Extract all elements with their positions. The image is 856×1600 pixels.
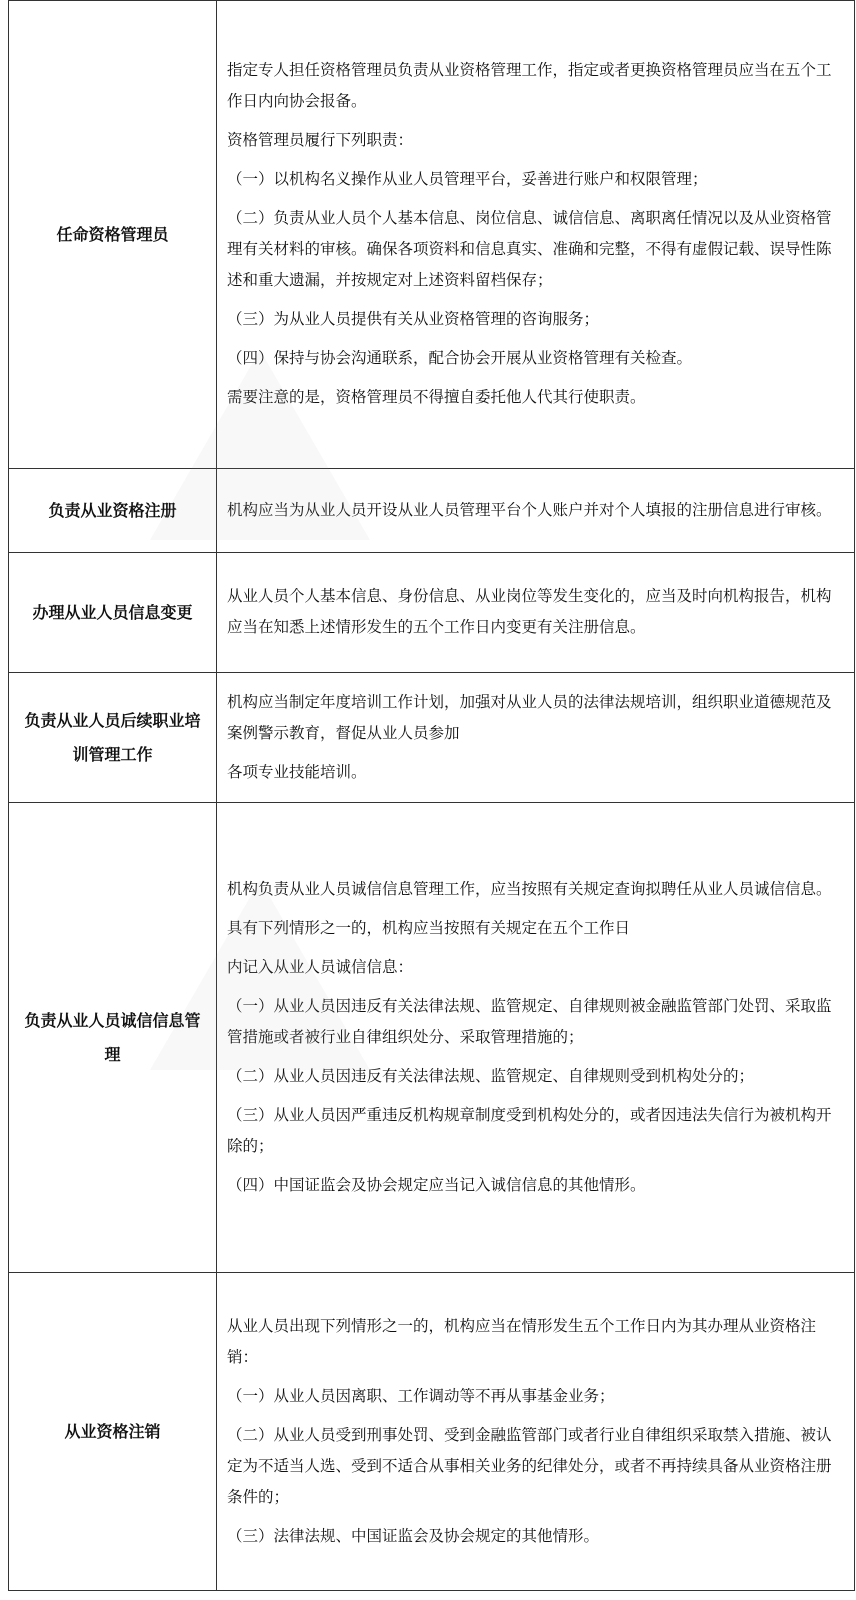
row-content-cell [217, 673, 855, 803]
content-paragraph: 需要注意的是，资格管理员不得擅自委托他人代其行使职责。 [227, 388, 646, 406]
content-paragraph: （二）从业人员因违反有关法律法规、监管规定、自律规则受到机构处分的； [227, 1066, 755, 1085]
content-paragraph: 指定专人担任资格管理员负责从业资格管理工作，指定或者更换资格管理员应当在五个工作日内向协会报备。 [227, 61, 832, 110]
document-page [8, 0, 855, 1591]
content-paragraph: （三）法律法规、中国证监会及协会规定的其他情形。 [227, 1526, 600, 1545]
row-content-cell [217, 1273, 855, 1591]
row-label-cell [9, 1, 217, 469]
content-paragraph: （四）中国证监会及协会规定应当记入诚信信息的其他情形。 [227, 1175, 646, 1194]
table-row [9, 803, 855, 1273]
table-row [9, 469, 855, 553]
row-content-cell [217, 1, 855, 469]
row-label: 负责从业人员后续职业培训管理工作 [24, 710, 201, 764]
table-row [9, 553, 855, 673]
content-paragraph: 各项专业技能培训。 [227, 762, 367, 781]
row-label: 办理从业人员信息变更 [32, 602, 193, 622]
responsibility-table [8, 0, 855, 1591]
content-paragraph: 机构应当制定年度培训工作计划，加强对从业人员的法律法规培训，组织职业道德规范及案例警示教育，督促从业人员参加 [227, 692, 832, 742]
row-label-cell [9, 553, 217, 673]
row-content-cell [217, 553, 855, 673]
row-label: 负责从业人员诚信信息管理 [24, 1010, 201, 1064]
content-paragraph: 从业人员出现下列情形之一的，机构应当在情形发生五个工作日内为其办理从业资格注销： [227, 1316, 817, 1366]
content-paragraph: （四）保持与协会沟通联系，配合协会开展从业资格管理有关检查。 [227, 349, 693, 367]
content-paragraph: 机构负责从业人员诚信信息管理工作，应当按照有关规定查询拟聘任从业人员诚信信息。 [227, 879, 832, 898]
table-body [9, 1, 855, 1591]
table-row [9, 1273, 855, 1591]
content-paragraph: 具有下列情形之一的，机构应当按照有关规定在五个工作日 [227, 918, 631, 937]
row-label: 从业资格注销 [64, 1421, 161, 1441]
content-paragraph: （一）从业人员因违反有关法律法规、监管规定、自律规则被金融监管部门处罚、采取监管措施或者被行业自律组织处分、采取管理措施的； [227, 996, 832, 1046]
row-label-cell [9, 1273, 217, 1591]
row-label: 负责从业资格注册 [48, 500, 177, 520]
content-paragraph: （一）以机构名义操作从业人员管理平台，妥善进行账户和权限管理； [227, 170, 708, 188]
row-content-cell [217, 803, 855, 1273]
content-paragraph: （三）为从业人员提供有关从业资格管理的咨询服务； [227, 310, 600, 328]
row-content-cell [217, 469, 855, 553]
content-paragraph: 内记入从业人员诚信信息： [227, 957, 414, 976]
content-paragraph: （二）负责从业人员个人基本信息、岗位信息、诚信信息、离职离任情况以及从业资格管理有关材料的审核。确保各项资料和信息真实、准确和完整，不得有虚假记载、误导性陈述和重大遗漏，并按规定对上述资料留档保存； [227, 209, 832, 289]
table-row [9, 673, 855, 803]
content-paragraph: （三）从业人员因严重违反机构规章制度受到机构处分的，或者因违法失信行为被机构开除的； [227, 1105, 832, 1155]
content-paragraph: 资格管理员履行下列职责： [227, 131, 414, 149]
row-label-cell [9, 803, 217, 1273]
content-paragraph: （一）从业人员因离职、工作调动等不再从事基金业务； [227, 1386, 615, 1405]
content-paragraph: （二）从业人员受到刑事处罚、受到金融监管部门或者行业自律组织采取禁入措施、被认定为不适当人选、受到不适合从事相关业务的纪律处分，或者不再持续具备从业资格注册条件的； [227, 1425, 832, 1506]
content-paragraph: 机构应当为从业人员开设从业人员管理平台个人账户并对个人填报的注册信息进行审核。 [227, 500, 832, 519]
table-row [9, 1, 855, 469]
row-label-cell [9, 673, 217, 803]
row-label: 任命资格管理员 [56, 224, 169, 244]
row-label-cell [9, 469, 217, 553]
content-paragraph: 从业人员个人基本信息、身份信息、从业岗位等发生变化的，应当及时向机构报告，机构应当在知悉上述情形发生的五个工作日内变更有关注册信息。 [227, 587, 832, 636]
